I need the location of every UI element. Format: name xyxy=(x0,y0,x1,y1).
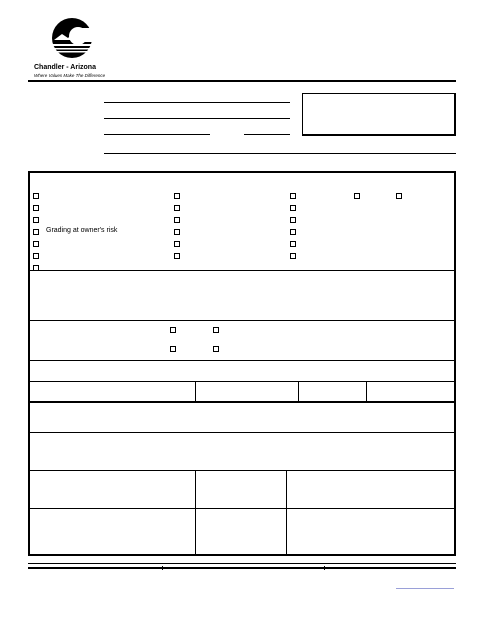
cell-divider xyxy=(298,381,299,401)
option-checkbox[interactable] xyxy=(290,217,296,223)
header-rule xyxy=(28,80,456,82)
option-checkbox[interactable] xyxy=(396,193,402,199)
section-divider xyxy=(28,270,456,271)
option-checkbox[interactable] xyxy=(290,205,296,211)
footer-link-line[interactable] xyxy=(396,588,454,589)
option-checkbox[interactable] xyxy=(174,217,180,223)
header-field-3a[interactable] xyxy=(104,134,210,135)
header-field-4[interactable] xyxy=(104,153,456,154)
option-checkbox[interactable] xyxy=(290,193,296,199)
cell-divider xyxy=(195,470,196,554)
option-checkbox[interactable] xyxy=(290,229,296,235)
description-area[interactable] xyxy=(30,272,454,318)
option-checkbox[interactable] xyxy=(354,193,360,199)
row-divider xyxy=(28,381,456,382)
option-checkbox[interactable] xyxy=(33,241,39,247)
logo-tagline: Where Values Make The Difference xyxy=(34,73,106,78)
footer-tick xyxy=(162,566,163,570)
grading-checkbox[interactable] xyxy=(33,229,39,235)
header-field-3b[interactable] xyxy=(244,134,290,135)
footer-rule xyxy=(28,567,456,569)
city-logo xyxy=(32,14,126,80)
no-checkbox-2[interactable] xyxy=(213,346,219,352)
grading-label: Grading at owner's risk xyxy=(46,227,118,234)
footer-rule-thin xyxy=(28,563,456,564)
option-checkbox[interactable] xyxy=(290,241,296,247)
cell-divider xyxy=(366,381,367,401)
option-checkbox[interactable] xyxy=(174,229,180,235)
option-checkbox[interactable] xyxy=(174,205,180,211)
section-divider xyxy=(28,320,456,321)
option-checkbox[interactable] xyxy=(290,253,296,259)
header-field-1[interactable] xyxy=(104,102,290,103)
logo-name: Chandler - Arizona xyxy=(34,64,96,71)
option-checkbox[interactable] xyxy=(33,253,39,259)
option-checkbox[interactable] xyxy=(174,193,180,199)
section-divider xyxy=(28,470,456,471)
option-checkbox[interactable] xyxy=(174,241,180,247)
footer-tick xyxy=(324,566,325,570)
no-checkbox-1[interactable] xyxy=(213,327,219,333)
section-divider xyxy=(28,360,456,361)
cell-divider xyxy=(286,470,287,554)
option-checkbox[interactable] xyxy=(33,205,39,211)
option-checkbox[interactable] xyxy=(33,217,39,223)
chandler-emblem-icon xyxy=(44,14,104,62)
row-divider xyxy=(28,508,456,509)
cell-divider xyxy=(195,381,196,401)
option-checkbox[interactable] xyxy=(174,253,180,259)
header-field-2[interactable] xyxy=(104,118,290,119)
yes-checkbox-1[interactable] xyxy=(170,327,176,333)
option-checkbox[interactable] xyxy=(33,193,39,199)
section-divider xyxy=(28,432,456,433)
section-divider xyxy=(28,401,456,403)
office-use-box xyxy=(302,93,456,136)
yes-checkbox-2[interactable] xyxy=(170,346,176,352)
